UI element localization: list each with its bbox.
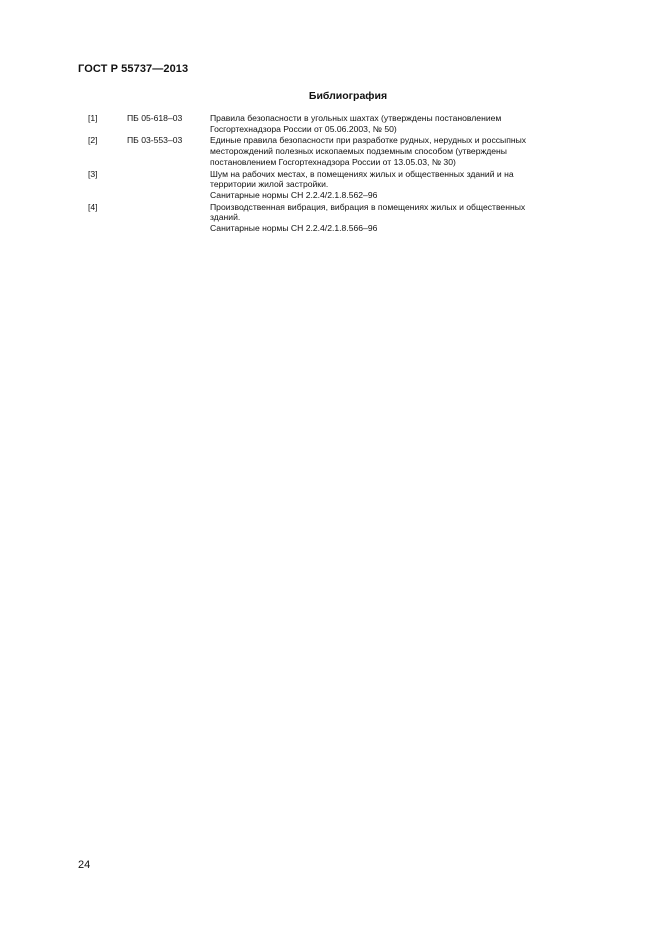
entry-text bbox=[210, 135, 598, 167]
entry-text-line: Санитарные нормы СН 2.2.4/2.1.8.566–96 bbox=[210, 223, 378, 234]
bibliography-entry bbox=[88, 169, 598, 201]
entry-number: [3] bbox=[88, 168, 98, 179]
entry-code: ПБ 05-618–03 bbox=[127, 113, 183, 123]
entry-code: ПБ 03-553–03 bbox=[127, 135, 183, 146]
entry-number: [1] bbox=[88, 113, 98, 123]
entry-text-line: территории жилой застройки. bbox=[210, 179, 329, 190]
bibliography-entry bbox=[88, 113, 598, 134]
entry-text-line: Производственная вибрация, вибрация в помещениях жилых и общественных bbox=[210, 201, 526, 212]
bibliography-title: Библиография bbox=[308, 90, 388, 102]
page-number: 24 bbox=[78, 859, 91, 871]
entry-text-line: месторождений полезных ископаемых подземным способом (утверждены bbox=[210, 146, 507, 157]
entry-text-line: Правила безопасности в угольных шахтах (утверждены постановлением bbox=[210, 113, 502, 123]
entry-text-line: Госгортехнадзора России от 05.06.2003, № 50) bbox=[210, 123, 397, 134]
entry-text bbox=[210, 169, 598, 201]
bibliography-entry bbox=[88, 135, 598, 167]
entry-text-line: зданий. bbox=[210, 212, 241, 223]
document-code-header: ГОСТ Р 55737—2013 bbox=[78, 63, 189, 75]
entry-text-line: постановлением Госгортехнадзора России от 13.05.03, № 30) bbox=[210, 156, 456, 167]
entry-text bbox=[210, 113, 598, 134]
entry-code bbox=[127, 202, 210, 234]
entry-number: [4] bbox=[88, 201, 98, 212]
bibliography-entry bbox=[88, 202, 598, 234]
entry-text-line: Шум на рабочих местах, в помещениях жилых и общественных зданий и на bbox=[210, 168, 514, 179]
entry-text-line: Санитарные нормы СН 2.2.4/2.1.8.562–96 bbox=[210, 189, 378, 200]
entry-text-line: Единые правила безопасности при разработке рудных, нерудных и россыпных bbox=[210, 135, 527, 146]
entry-code bbox=[127, 169, 210, 201]
entry-text bbox=[210, 202, 598, 234]
entry-number: [2] bbox=[88, 135, 98, 146]
bibliography-list bbox=[88, 113, 598, 235]
